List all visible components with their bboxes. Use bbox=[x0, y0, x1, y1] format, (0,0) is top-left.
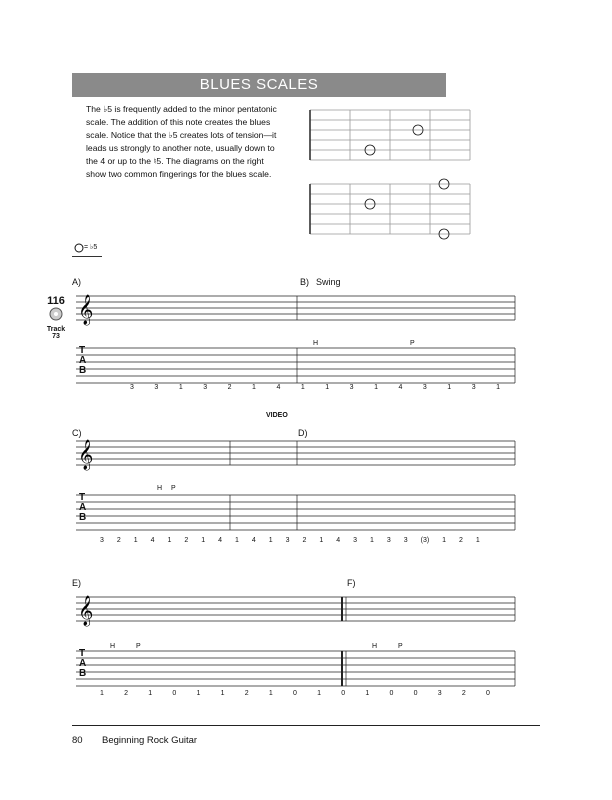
example-label-e: E) bbox=[72, 578, 81, 588]
fingering: 4 bbox=[251, 537, 256, 544]
fingering: 4 bbox=[336, 537, 341, 544]
staff-1 bbox=[76, 296, 515, 320]
tab-a: A bbox=[79, 502, 87, 513]
fingering: 0 bbox=[341, 690, 346, 697]
fingering: 3 bbox=[353, 537, 358, 544]
fingering: 1 bbox=[148, 690, 153, 697]
example-label-b: B) bbox=[300, 277, 309, 287]
pull-off-marker: P bbox=[398, 643, 403, 650]
fingering: 1 bbox=[167, 537, 172, 544]
legend-text: = ♭5 bbox=[84, 244, 98, 251]
hammer-on-marker: H bbox=[110, 643, 116, 650]
fingering: 3 bbox=[349, 384, 354, 391]
tab-2 bbox=[76, 492, 515, 530]
fingering: 1 bbox=[100, 690, 104, 697]
fingering: 2 bbox=[116, 537, 121, 544]
fingering: 1 bbox=[220, 690, 225, 697]
fingering: 1 bbox=[447, 384, 452, 391]
fingering: 3 bbox=[154, 384, 159, 391]
tab-3 bbox=[76, 648, 515, 686]
fingering: 1 bbox=[370, 537, 374, 544]
fingering: 3 bbox=[422, 384, 427, 391]
fingering: 1 bbox=[300, 384, 305, 391]
tab-a: A bbox=[79, 355, 87, 366]
fingering: 0 bbox=[293, 690, 297, 697]
tab-t: T bbox=[79, 492, 86, 503]
swing-marking: Swing bbox=[316, 277, 341, 287]
treble-clef-icon: 𝄞 bbox=[78, 596, 94, 626]
hammer-on-marker: H bbox=[372, 643, 378, 650]
tab-label bbox=[79, 346, 86, 376]
staff-3 bbox=[76, 597, 515, 621]
fingering: 2 bbox=[124, 690, 129, 697]
fingering: 1 bbox=[252, 384, 256, 391]
fingering: 3 bbox=[130, 384, 134, 391]
tab-a: A bbox=[79, 658, 87, 669]
example-label-a: A) bbox=[72, 277, 81, 287]
tab-1 bbox=[76, 345, 515, 383]
treble-clef-icon: 𝄞 bbox=[78, 440, 94, 470]
track-number: 116 bbox=[47, 295, 65, 307]
fingering: 3 bbox=[203, 384, 208, 391]
fingering: 2 bbox=[459, 537, 463, 544]
fingering: 0 bbox=[389, 690, 394, 697]
fingering: 1 bbox=[496, 384, 500, 391]
section-title: BLUES SCALES bbox=[72, 73, 446, 97]
fingering: 0 bbox=[486, 690, 490, 697]
fingering: 0 bbox=[172, 690, 177, 697]
fingering: 2 bbox=[184, 537, 189, 544]
fingering: 3 bbox=[100, 537, 104, 544]
hammer-on-marker: H bbox=[157, 485, 163, 492]
intro-line: The ♭5 is frequently added to the minor pentatonic bbox=[86, 104, 277, 114]
tab-t: T bbox=[79, 648, 86, 659]
fingering: 1 bbox=[178, 384, 183, 391]
fingering-row-2 bbox=[100, 537, 480, 544]
fingering: 2 bbox=[244, 690, 249, 697]
tab-b: B bbox=[79, 365, 87, 376]
example-label-d: D) bbox=[298, 428, 308, 438]
pull-off-marker: P bbox=[171, 485, 176, 492]
tab-t: T bbox=[79, 345, 86, 356]
fingering: 1 bbox=[196, 690, 201, 697]
tab-label bbox=[79, 493, 86, 523]
fingering: 1 bbox=[201, 537, 206, 544]
tab-b: B bbox=[79, 512, 87, 523]
fingering: 3 bbox=[386, 537, 391, 544]
track-label: Track bbox=[46, 326, 66, 333]
fingering: 3 bbox=[471, 384, 476, 391]
treble-clef-icon: 𝄞 bbox=[78, 295, 94, 325]
fingering: 2 bbox=[227, 384, 232, 391]
fingering: 3 bbox=[437, 690, 442, 697]
pull-off-marker: P bbox=[410, 340, 415, 347]
intro-line: show two common fingerings for the blues scale. bbox=[86, 169, 272, 179]
track-sub: 73 bbox=[52, 333, 60, 340]
tab-b: B bbox=[79, 668, 87, 679]
fingering: 1 bbox=[365, 690, 370, 697]
fingering: 1 bbox=[325, 384, 330, 391]
footer-rule bbox=[72, 725, 540, 726]
intro-line: scale. The addition of this note creates the blues bbox=[86, 117, 271, 127]
tab-label bbox=[79, 649, 86, 679]
fingering: 1 bbox=[268, 537, 273, 544]
fingering: 4 bbox=[218, 537, 223, 544]
fingering: 4 bbox=[398, 384, 403, 391]
fingering: 1 bbox=[374, 384, 378, 391]
page-number: 80 bbox=[72, 735, 83, 746]
fingering: 1 bbox=[133, 537, 138, 544]
fingering: 1 bbox=[235, 537, 239, 544]
intro-line: the 4 or up to the ♮5. The diagrams on the right bbox=[86, 156, 264, 166]
fingering: 2 bbox=[461, 690, 466, 697]
fingering: 2 bbox=[302, 537, 307, 544]
fingering: 3 bbox=[403, 537, 408, 544]
intro-line: leads us strongly to another note, usually down to bbox=[86, 143, 275, 153]
fingering: 1 bbox=[268, 690, 273, 697]
fingering: 3 bbox=[285, 537, 290, 544]
intro-line: scale. Notice that the ♭5 creates lots of tension—it bbox=[86, 130, 277, 140]
fingering: 4 bbox=[150, 537, 155, 544]
fingering: 1 bbox=[319, 537, 324, 544]
staff-2 bbox=[76, 441, 515, 465]
pull-off-marker: P bbox=[136, 643, 141, 650]
example-label-c: C) bbox=[72, 428, 82, 438]
fingering-row-1 bbox=[130, 384, 500, 391]
example-label-f: F) bbox=[347, 578, 356, 588]
fingering: 1 bbox=[317, 690, 322, 697]
fingering: 4 bbox=[276, 384, 281, 391]
hammer-on-marker: H bbox=[313, 340, 319, 347]
fingering: (3) bbox=[420, 537, 430, 544]
fingering: 1 bbox=[475, 537, 480, 544]
fingering: 0 bbox=[413, 690, 418, 697]
fingering: 1 bbox=[442, 537, 447, 544]
book-title: Beginning Rock Guitar bbox=[102, 735, 198, 746]
fingering-row-3 bbox=[100, 690, 490, 697]
video-badge: VIDEO bbox=[266, 412, 288, 419]
